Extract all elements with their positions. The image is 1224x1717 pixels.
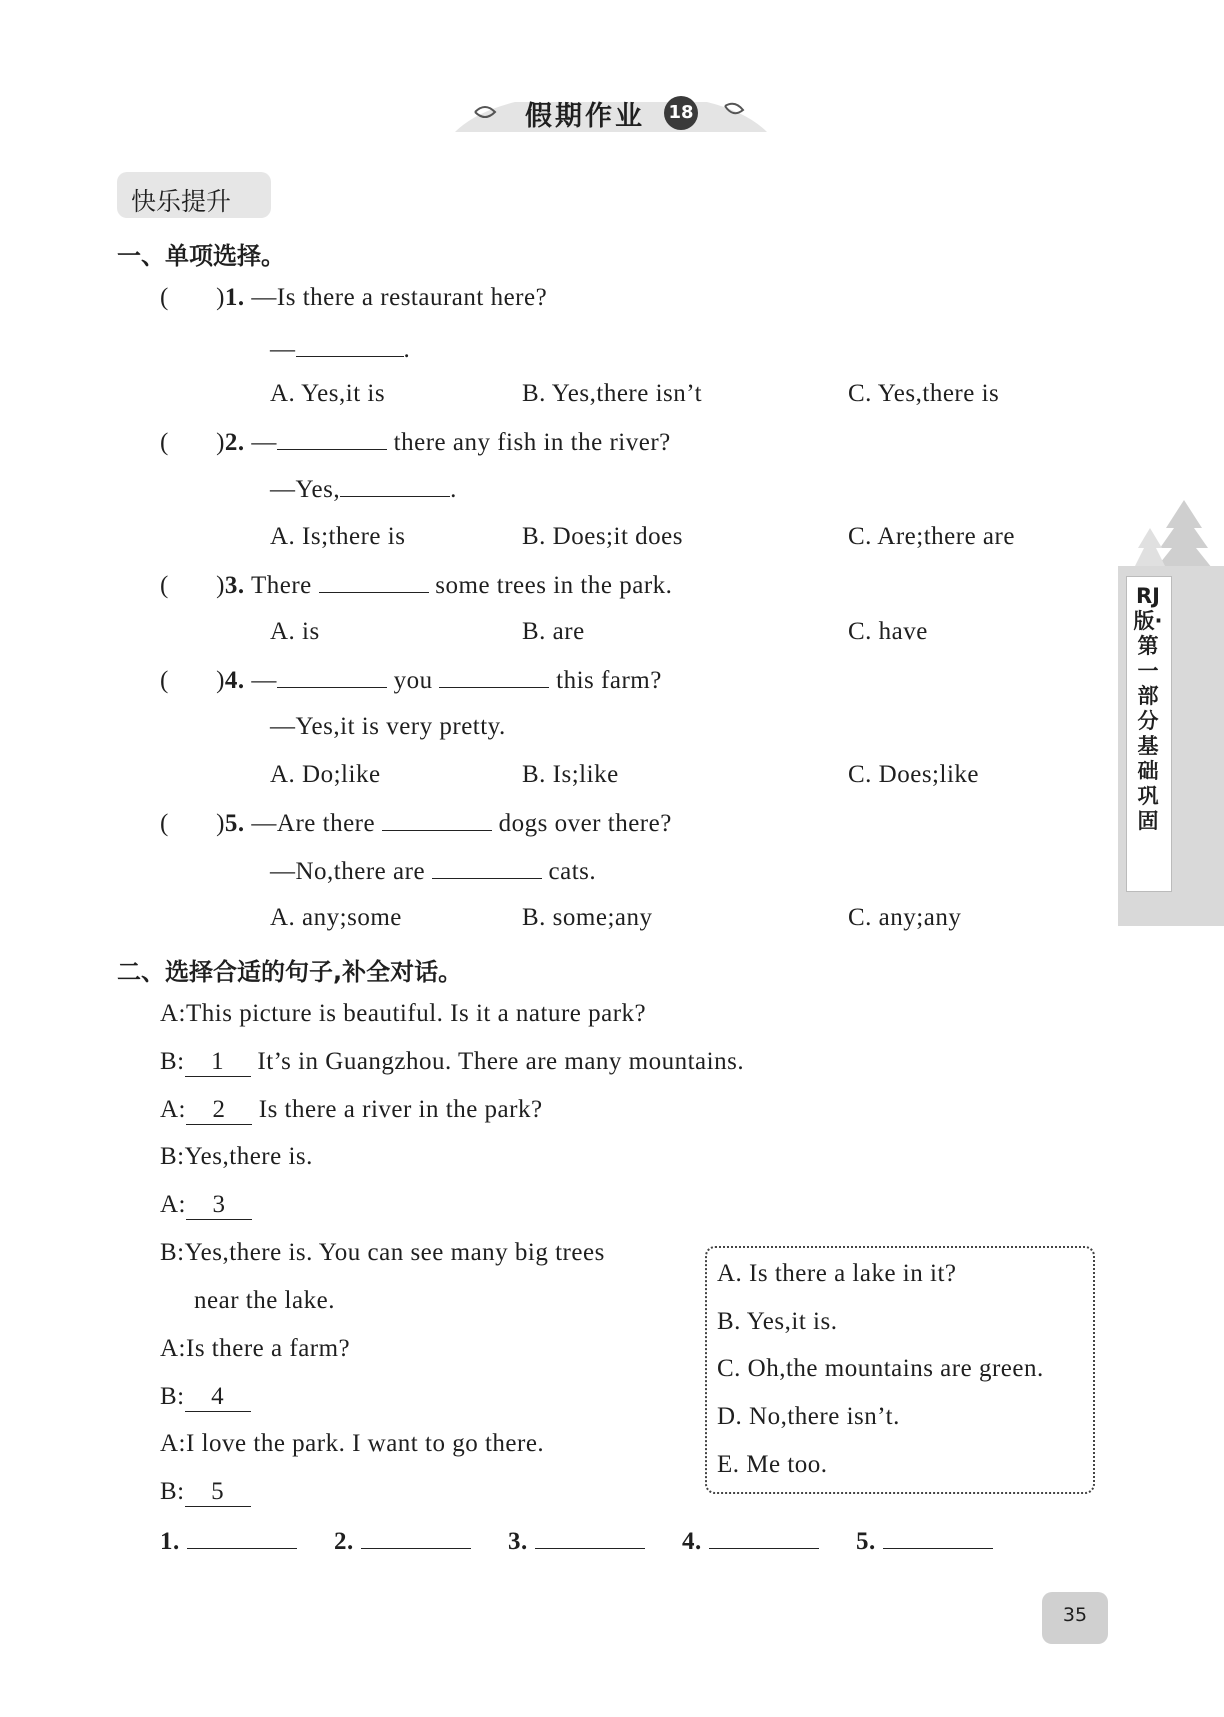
dialogue-line-3: [160, 1096, 543, 1125]
option-c: C. Are;there are: [848, 523, 1015, 550]
response-text: —No,there are: [270, 858, 426, 885]
option-a: A. Yes,it is: [270, 380, 386, 407]
speaker: B:: [160, 1143, 185, 1170]
speaker: B:: [160, 1239, 185, 1266]
option-c: C. Yes,there is: [848, 380, 1000, 407]
question-text: there any fish in the river?: [393, 429, 671, 456]
part2-heading: 二、选择合适的句子,补全对话。: [117, 958, 463, 986]
dialogue-blank[interactable]: 1: [185, 1048, 251, 1077]
fill-blank[interactable]: [340, 474, 450, 497]
speaker: A:: [160, 1096, 186, 1123]
speaker: A:: [160, 1191, 186, 1218]
option-a: A. any;some: [270, 904, 402, 931]
section-tab-label: 快乐提升: [131, 187, 232, 216]
answer-blank-5[interactable]: [883, 1526, 993, 1549]
fill-blank[interactable]: [432, 856, 542, 879]
option-b: B. Does;it does: [522, 523, 683, 550]
box-option-c: C. Oh,the mountains are green.: [717, 1355, 1044, 1382]
period: .: [403, 336, 411, 363]
homework-number-badge: 18: [664, 96, 698, 130]
dialogue-text: I love the park. I want to go there.: [186, 1430, 545, 1457]
question-number: 1.: [224, 284, 245, 311]
answer-bracket[interactable]: ( ): [160, 284, 225, 311]
dialogue-line-8: [160, 1383, 251, 1412]
option-c: C. Does;like: [848, 761, 979, 788]
dialogue-blank[interactable]: 4: [185, 1383, 251, 1412]
dialogue-line-7: [160, 1335, 350, 1363]
dialogue-line-6: [160, 1239, 605, 1267]
dialogue-text: This picture is beautiful. Is it a nature park?: [186, 1000, 647, 1027]
question-5-line: [160, 808, 672, 838]
fill-blank[interactable]: [296, 334, 404, 357]
answer-blank-3[interactable]: [535, 1526, 645, 1549]
option-a: A. Is;there is: [270, 523, 406, 550]
dialogue-blank[interactable]: 5: [185, 1478, 251, 1507]
dash: —: [251, 667, 277, 694]
dialogue-blank[interactable]: 3: [186, 1191, 252, 1220]
tree-icon: [1126, 498, 1224, 570]
answer-label: 1.: [160, 1528, 180, 1555]
dialogue-line-5: [160, 1191, 252, 1220]
option-b: B. some;any: [522, 904, 653, 931]
option-a: A. is: [270, 618, 320, 645]
speaker: A:: [160, 1335, 186, 1362]
speaker: B:: [160, 1048, 185, 1075]
dialogue-blank[interactable]: 2: [186, 1096, 252, 1125]
fill-blank[interactable]: [382, 808, 492, 831]
answer-bracket[interactable]: ( ): [160, 429, 225, 456]
dialogue-line-10: [160, 1478, 251, 1507]
dialogue-text: It’s in Guangzhou. There are many mountains.: [257, 1048, 745, 1075]
question-4-response: —Yes,it is very pretty.: [270, 713, 506, 740]
dialogue-line-6-cont: near the lake.: [194, 1287, 335, 1314]
option-b: B. Yes,there isn’t: [522, 380, 703, 407]
box-option-d: D. No,there isn’t.: [717, 1403, 900, 1430]
fill-blank[interactable]: [319, 570, 429, 593]
answer-label: 2.: [334, 1528, 354, 1555]
answer-bracket[interactable]: ( ): [160, 572, 225, 599]
dash: —: [251, 429, 277, 456]
option-c: C. have: [848, 618, 928, 645]
dialogue-text: Is there a farm?: [186, 1335, 351, 1362]
question-number: 2.: [224, 429, 245, 456]
fill-blank[interactable]: [439, 665, 549, 688]
question-text: this farm?: [556, 667, 662, 694]
box-option-a: A. Is there a lake in it?: [717, 1260, 957, 1287]
answer-blank-1[interactable]: [187, 1526, 297, 1549]
speaker: A:: [160, 1430, 186, 1457]
dialogue-line-2: [160, 1048, 744, 1077]
question-text: —Is there a restaurant here?: [251, 284, 548, 311]
question-1-line: [160, 284, 547, 312]
speaker: B:: [160, 1478, 185, 1505]
dialogue-text: Yes,there is.: [184, 1143, 313, 1170]
fill-blank[interactable]: [277, 427, 387, 450]
question-1-response: [270, 334, 410, 364]
dialogue-line-9: [160, 1430, 544, 1458]
box-option-b: B. Yes,it is.: [717, 1308, 838, 1335]
response-text: —Yes,: [270, 476, 341, 503]
page-title: 假期作业: [525, 101, 645, 132]
answer-blank-2[interactable]: [361, 1526, 471, 1549]
response-text: cats.: [548, 858, 597, 885]
answer-bracket[interactable]: ( ): [160, 810, 225, 837]
question-3-line: [160, 570, 672, 600]
option-b: B. are: [522, 618, 585, 645]
dialogue-line-4: [160, 1143, 313, 1171]
question-text: you: [393, 667, 433, 694]
question-2-line: [160, 427, 671, 457]
dash: —: [270, 336, 296, 363]
question-text: some trees in the park.: [435, 572, 673, 599]
speaker: A:: [160, 1000, 186, 1027]
answer-label: 5.: [856, 1528, 876, 1555]
speaker: B:: [160, 1383, 185, 1410]
question-4-line: [160, 665, 662, 695]
box-option-e: E. Me too.: [717, 1451, 828, 1478]
question-number: 3.: [224, 572, 245, 599]
question-text: —Are there: [251, 810, 376, 837]
question-text: There: [250, 572, 312, 599]
option-b: B. Is;like: [522, 761, 619, 788]
part1-heading: 一、单项选择。: [117, 242, 285, 270]
dialogue-text: Is there a river in the park?: [258, 1096, 543, 1123]
question-number: 4.: [224, 667, 245, 694]
side-tab-label: RJ版·第一部分 基础巩固: [1133, 584, 1163, 833]
answer-label: 4.: [682, 1528, 702, 1555]
period: .: [450, 476, 457, 503]
dialogue-line-1: [160, 1000, 646, 1028]
option-a: A. Do;like: [270, 761, 381, 788]
question-number: 5.: [224, 810, 245, 837]
page-number: 35: [1062, 1604, 1088, 1626]
fill-blank[interactable]: [277, 665, 387, 688]
dialogue-text: Yes,there is. You can see many big trees: [184, 1239, 605, 1266]
option-c: C. any;any: [848, 904, 962, 931]
question-text: dogs over there?: [498, 810, 672, 837]
answer-row: [160, 1526, 993, 1556]
question-2-response: [270, 474, 457, 504]
answer-label: 3.: [508, 1528, 528, 1555]
answer-bracket[interactable]: ( ): [160, 667, 225, 694]
answer-blank-4[interactable]: [709, 1526, 819, 1549]
question-5-response: [270, 856, 596, 886]
